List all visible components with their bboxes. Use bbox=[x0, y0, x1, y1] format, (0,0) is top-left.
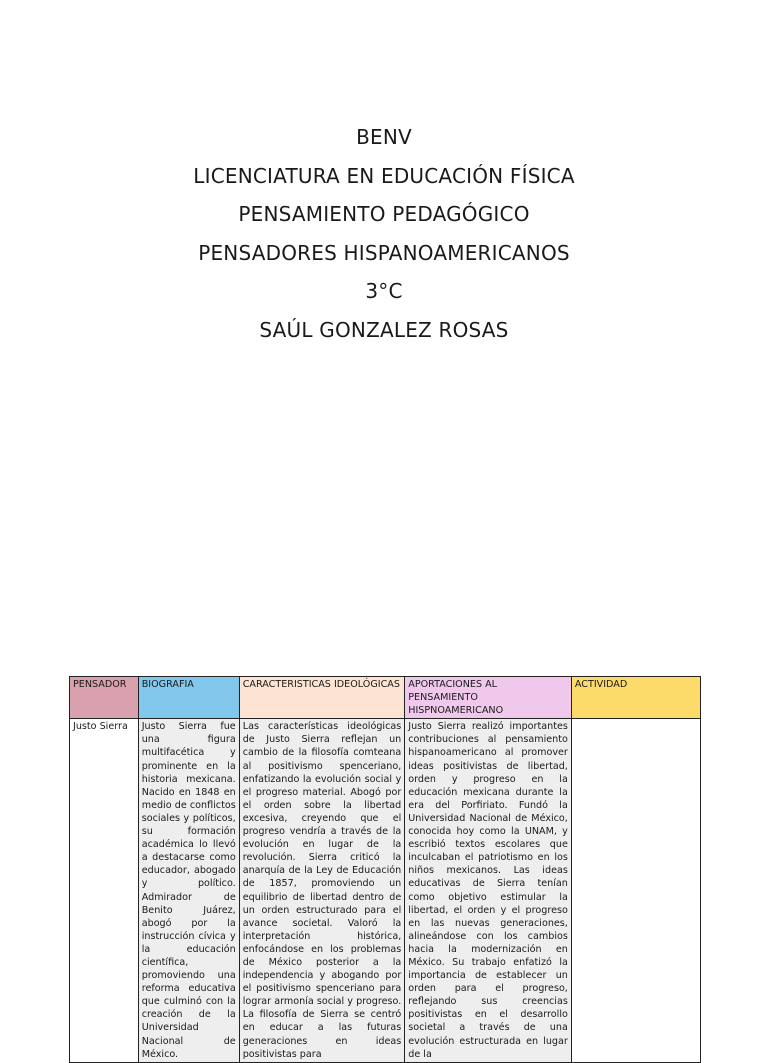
title-institution: BENV bbox=[356, 125, 412, 149]
title-degree: LICENCIATURA EN EDUCACIÓN FÍSICA bbox=[193, 163, 575, 188]
table-row bbox=[70, 719, 701, 1062]
thinkers-table bbox=[69, 676, 701, 1063]
document-title-block bbox=[0, 118, 768, 349]
title-author: SAÚL GONZALEZ ROSAS bbox=[259, 317, 509, 342]
header-actividad: ACTIVIDAD bbox=[571, 677, 700, 719]
title-course: PENSAMIENTO PEDAGÓGICO bbox=[238, 202, 530, 226]
header-pensador: PENSADOR bbox=[70, 677, 139, 719]
cell-actividad bbox=[571, 719, 700, 1062]
header-caracteristicas: CARACTERISTICAS IDEOLÓGICAS bbox=[239, 677, 405, 719]
cell-aportaciones: Justo Sierra realizó importantes contribuciones al pensamiento hispanoamericano al promover ideas positivistas de libertad, orden y progreso en la educación mexicana durante la era del Porfiriato. Fundó la Universidad Nacional de México, conocida hoy como la UNAM, y escribió textos escolares que inculcaban el patriotismo en los niños mexicanos. Las ideas educativas de Sierra tenían como objetivo estimular la libertad, el orden y el progreso en las nuevas generaciones, alineándose con los cambios hacia la modernización en México. Su trabajo enfatizó la importancia de establecer un orden para el progreso, reflejando sus creencias positivistas en el desarrollo societal a través de una evolución estructurada en lugar de la bbox=[405, 719, 572, 1062]
cell-pensador: Justo Sierra bbox=[70, 719, 139, 1062]
cell-caracteristicas: Las características ideológicas de Justo Sierra reflejan un cambio de la filosofía comteana al positivismo spenceriano, enfatizando la evolución social y el progreso material. Abogó por el orden sobre la libertad excesiva, creyendo que el progreso vendría a través de la evolución en lugar de la revolución. Sierra criticó la anarquía de la Ley de Educación de 1857, promoviendo un equilibrio de libertad dentro de un orden estructurado para el avance societal. Valoró la interpretación histórica, enfocándose en los problemas de México posterior a la independencia y abogando por el positivismo spenceriano para lograr armonía social y progreso. La filosofía de Sierra se centró en educar a las futuras generaciones en ideas positivistas para bbox=[239, 719, 405, 1062]
title-topic: PENSADORES HISPANOAMERICANOS bbox=[198, 240, 570, 265]
header-biografia: BIOGRAFIA bbox=[138, 677, 239, 719]
table-header-row bbox=[70, 677, 701, 719]
title-group: 3°C bbox=[365, 279, 403, 303]
cell-biografia: Justo Sierra fue una figura multifacética y prominente en la historia mexicana. Nacido en 1848 en medio de conflictos sociales y políticos, su formación académica lo llevó a destacarse como educador, abogado y político. Admirador de Benito Juárez, abogó por la instrucción cívica y la educación científica, promoviendo una reforma educativa que culminó con la creación de la Universidad Nacional de México. bbox=[138, 719, 239, 1062]
header-aportaciones: APORTACIONES AL PENSAMIENTO HISPNOAMERICANO bbox=[405, 677, 572, 719]
